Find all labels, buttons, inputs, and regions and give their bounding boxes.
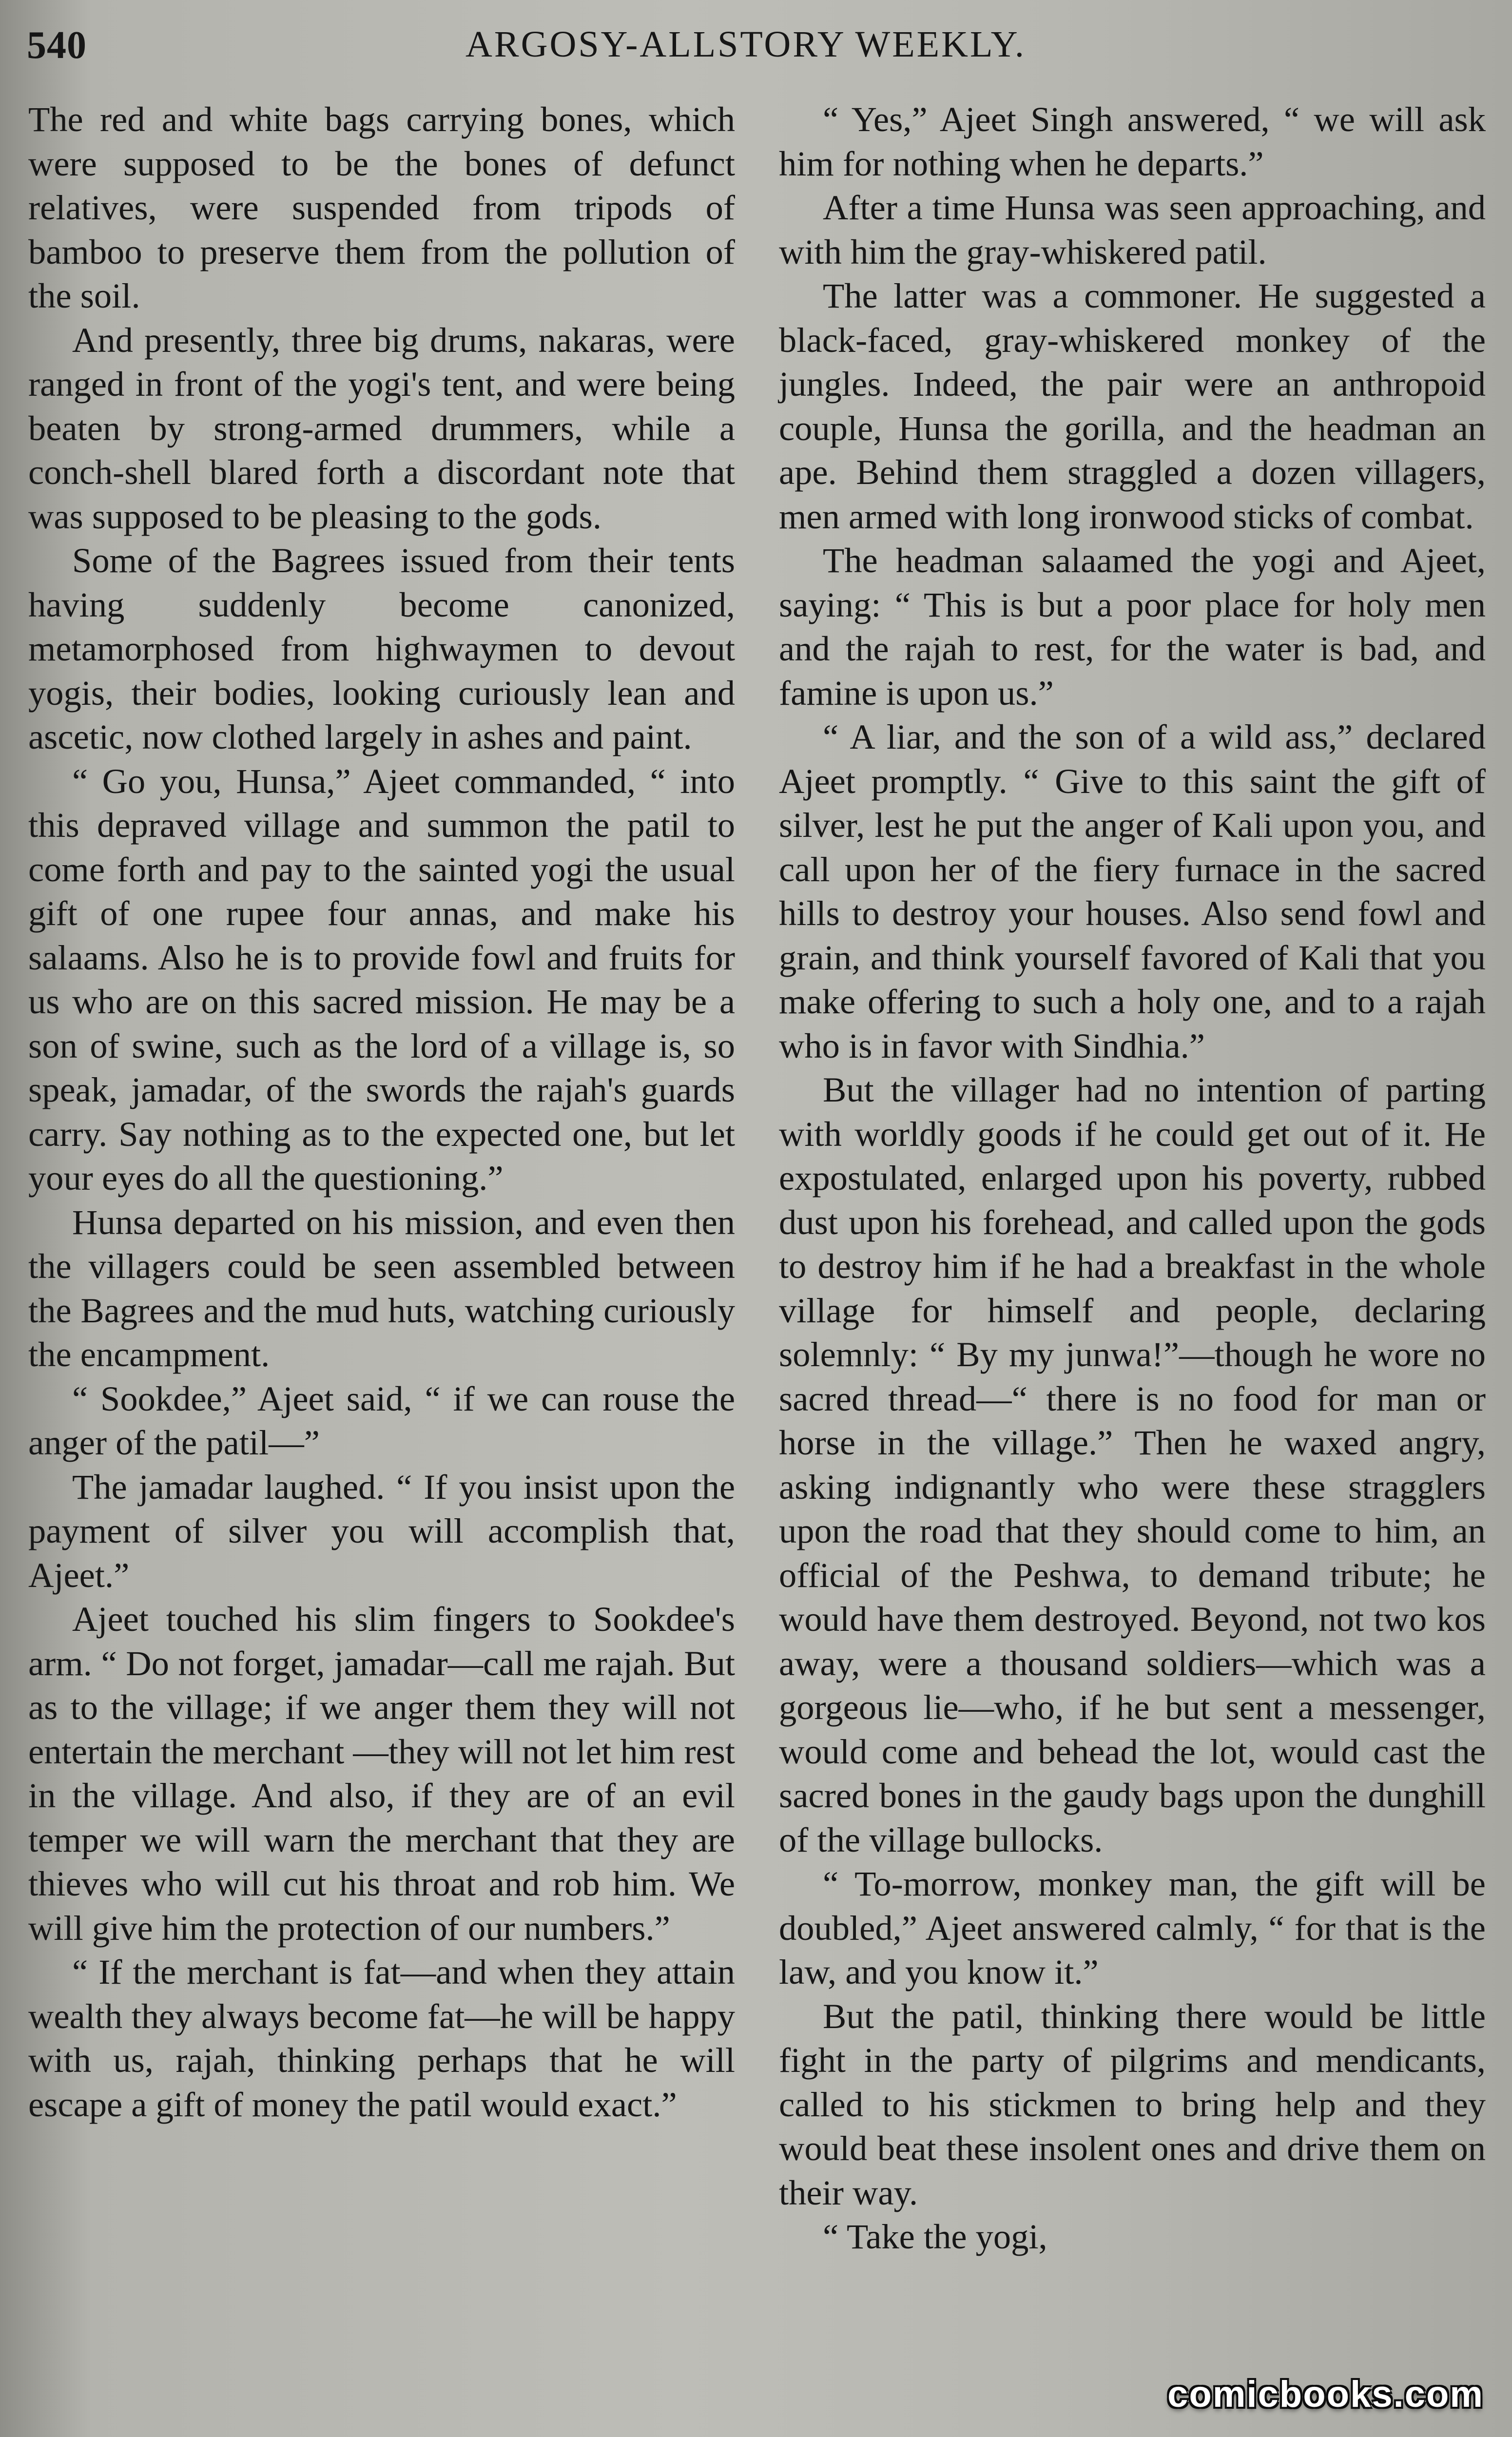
right-column: [779, 97, 1486, 2259]
page-header: [27, 23, 1483, 82]
paragraph: But the villager had no intention of parting with worldly goods if he could get out of it. He expostulated, enlarged upon his poverty, rubbed dust upon his forehead, and called upon the gods to destroy him if he had a breakfast in the whole village for himself and people, declaring solemnly: “ By my junwa!”—though he wore no sacred thread—“ there is no food for man or horse in the village.” Then he waxed angry, asking indignantly who were these stragglers upon the road that they should come to him, an official of the Peshwa, to demand tribute; he would have them destroyed. Beyond, not two kos away, were a thousand soldiers—which was a gorgeous lie—who, if he but sent a messenger, would come and behead the lot, would cast the sacred bones in the gaudy bags upon the dunghill of the village bullocks.: [779, 1070, 1486, 1859]
paragraph: The red and white bags carrying bones, which were supposed to be the bones of defunct relatives, were suspended from tripods of bamboo to preserve them from the pollution of the soil.: [28, 99, 735, 315]
paragraph: The headman salaamed the yogi and Ajeet, saying: “ This is but a poor place for holy men and the rajah to rest, for the water is bad, and famine is upon us.”: [779, 541, 1486, 713]
watermark-logo: comicbooks.com: [1167, 2374, 1484, 2415]
page-number: 540: [27, 24, 87, 67]
paragraph: “ Sookdee,” Ajeet said, “ if we can rouse the anger of the patil—”: [28, 1378, 735, 1462]
paragraph: “ Go you, Hunsa,” Ajeet commanded, “ into this depraved village and summon the patil to come forth and pay to the sainted yogi the usual gift of one rupee four annas, and make his salaams. Also he is to provide fowl and fruits for us who are on this sacred mission. He may be a son of swine, such as the lord of a village is, so speak, jamadar, of the swords the rajah's guards carry. Say nothing as to the expected one, but let your eyes do all the questioning.”: [28, 761, 735, 1198]
paragraph: “ To-morrow, monkey man, the gift will be doubled,” Ajeet answered calmly, “ for that is the law, and you know it.”: [779, 1864, 1486, 1992]
paragraph: “ Yes,” Ajeet Singh answered, “ we will ask him for nothing when he departs.”: [779, 99, 1486, 183]
paragraph: Hunsa departed on his mission, and even then the villagers could be seen assembled between the Bagrees and the mud huts, watching curiously the encampment.: [28, 1202, 735, 1374]
paragraph: Ajeet touched his slim fingers to Sookdee's arm. “ Do not forget, jamadar—call me rajah. But as to the village; if we anger them they will not entertain the merchant —they will not let him rest in the village. And also, if they are of an evil temper we will warn the merchant that they are thieves who will cut his throat and rob him. We will give him the protection of our numbers.”: [28, 1599, 735, 1948]
paragraph: The jamadar laughed. “ If you insist upon the payment of silver you will accomplish that, Ajeet.”: [28, 1467, 735, 1595]
paragraph: After a time Hunsa was seen approaching, and with him the gray-whiskered patil.: [779, 188, 1486, 271]
paragraph: “ Take the yogi,: [823, 2217, 1047, 2256]
paragraph: “ A liar, and the son of a wild ass,” declared Ajeet promptly. “ Give to this saint the gift of silver, lest he put the anger of Kali upon you, and call upon her of the fiery furnace in the sacred hills to destroy your houses. Also send fowl and grain, and think yourself favored of Kali that you make offering to such a holy one, and to a rajah who is in favor with Sindhia.”: [779, 717, 1486, 1065]
running-head: ARGOSY-ALLSTORY WEEKLY.: [465, 24, 1026, 65]
paragraph: “ If the merchant is fat—and when they attain wealth they always become fat—he will be happy with us, rajah, thinking perhaps that he will escape a gift of money the patil would exact.”: [28, 1952, 735, 2124]
paragraph: But the patil, thinking there would be little fight in the party of pilgrims and mendicants, called to his stickmen to bring help and they would beat these insolent ones and drive them on their way.: [779, 1996, 1486, 2212]
paragraph: The latter was a commoner. He suggested a black-faced, gray-whiskered monkey of the jungles. Indeed, the pair were an anthropoid couple, Hunsa the gorilla, and the headman an ape. Behind them straggled a dozen villagers, men armed with long ironwood sticks of combat.: [779, 276, 1486, 536]
left-column: [28, 97, 735, 2127]
paragraph: And presently, three big drums, nakaras, were ranged in front of the yogi's tent, and were being beaten by strong-armed drummers, while a conch-shell blared forth a discordant note that was supposed to be pleasing to the gods.: [28, 320, 735, 536]
paragraph: Some of the Bagrees issued from their tents having suddenly become canonized, metamorphosed from highwaymen to devout yogis, their bodies, looking curiously lean and ascetic, now clothed largely in ashes and paint.: [28, 541, 735, 756]
